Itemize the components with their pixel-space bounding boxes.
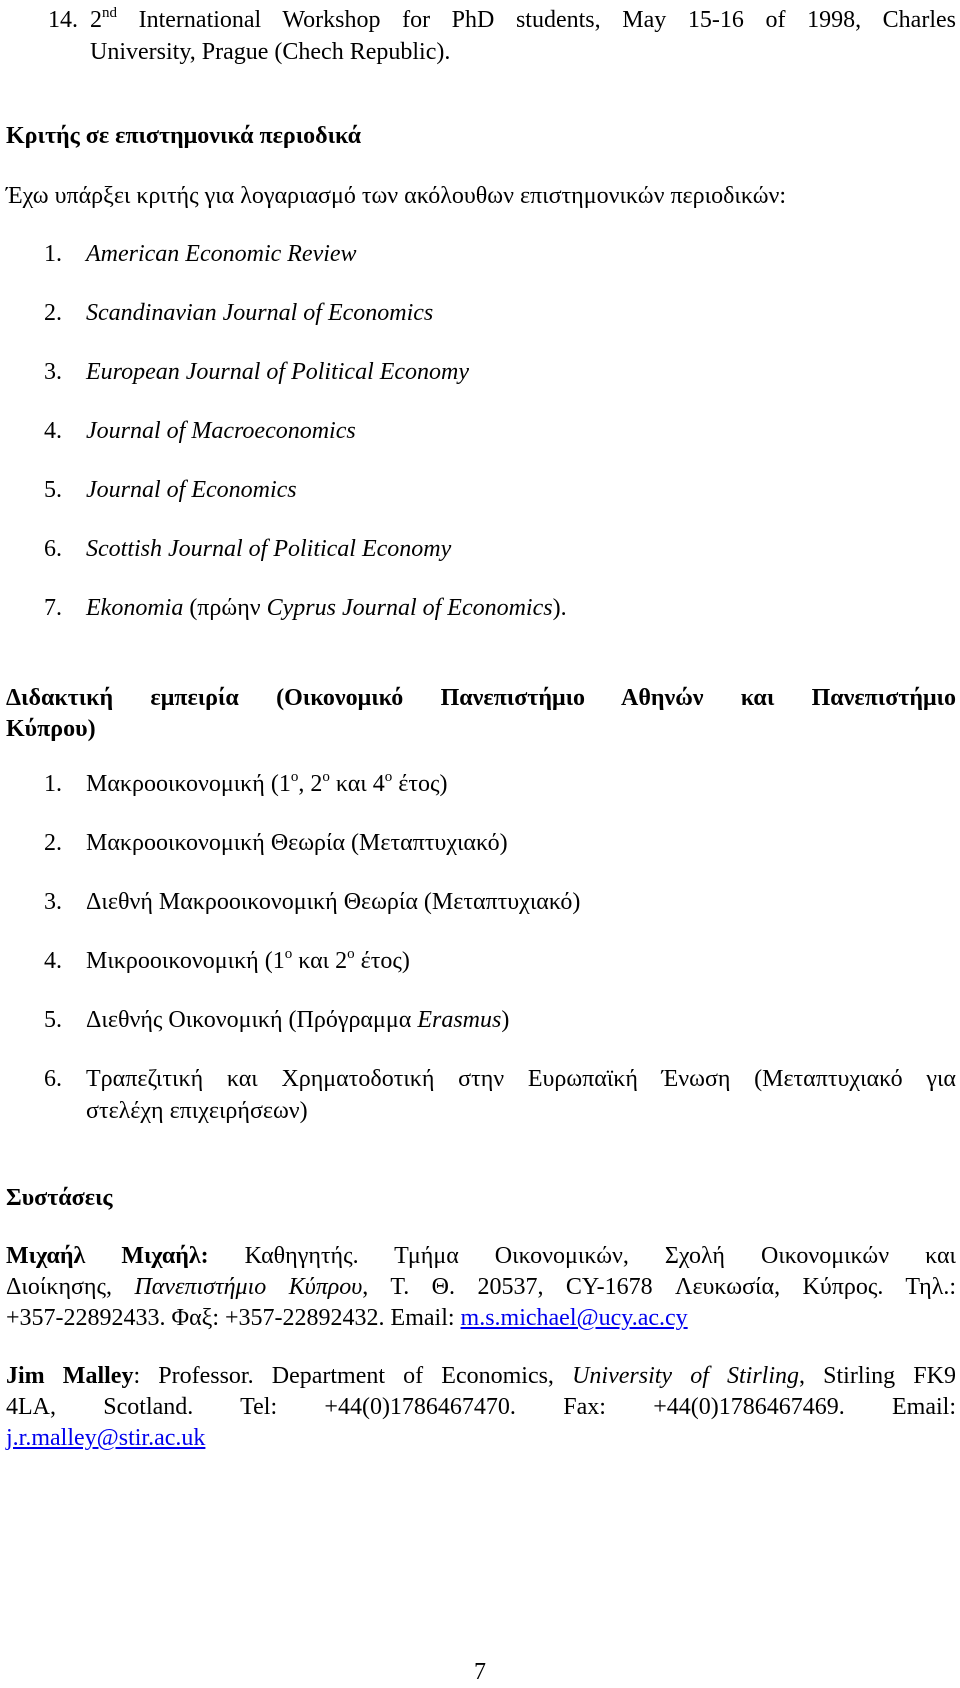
journal-item-3: 3. European Journal of Political Economy [44, 356, 956, 388]
reference-2-line2: 4LA, Scotland. Tel: +44(0)1786467470. Fax: +44(0)1786467469. Email: [6, 1394, 956, 1420]
journal-title: Ekonomia (πρώην Cyprus Journal of Economics). [86, 595, 567, 621]
reference-2-email-link[interactable]: j.r.malley@stir.ac.uk [6, 1425, 206, 1451]
reference-1-line2: Διοίκησης, Πανεπιστήμιο Κύπρου, Τ. Θ. 20537, CY-1678 Λευκωσία, Κύπρος. Τηλ.: [6, 1274, 957, 1300]
teaching-item-2: 2. Μακροοικονομική Θεωρία (Μεταπτυχιακό) [44, 830, 508, 856]
reference-2-line1: Jim Malley: Professor. Department of Economics, University of Stirling, Stirling FK9 [6, 1363, 956, 1389]
teaching-heading-cont: Κύπρου) [6, 716, 96, 742]
journal-item-4: 4. Journal of Macroeconomics [44, 415, 956, 447]
workshop-item-line1 [48, 4, 956, 36]
referee-intro: Έχω υπάρξει κριτής για λογαριασμό των ακόλουθων επιστημονικών περιοδικών: [6, 183, 787, 209]
referee-heading: Κριτής σε επιστημονικά περιοδικά [6, 123, 362, 149]
journal-title: European Journal of Political Economy [86, 359, 470, 385]
journal-item-7: 7. Ekonomia (πρώην Cyprus Journal of Economics). [44, 592, 956, 624]
teaching-item-5: 5. Διεθνής Οικονομική (Πρόγραμμα Erasmus) [44, 1007, 510, 1033]
journal-title: American Economic Review [86, 241, 357, 267]
journal-title: Journal of Macroeconomics [86, 418, 356, 444]
journal-item-2: 2. Scandinavian Journal of Economics [44, 297, 956, 329]
workshop-item-number: 14. [48, 7, 78, 33]
journal-item-6: 6. Scottish Journal of Political Economy [44, 533, 956, 565]
teaching-item-1: 1. Μακροοικονομική ($1^o$, $2^o$ και $4^o$ έτος) [44, 769, 448, 797]
teaching-item-6: 6. Τραπεζιτική και Χρηματοδοτική στην Ευρωπαϊκή Ένωση (Μεταπτυχιακό για [44, 1066, 956, 1092]
workshop-item-text: 2nd International Workshop for PhD students, May 15-16 of 1998, Charles [90, 5, 956, 33]
reference-1-line3: +357-22892433. Φαξ: +357-22892432. Email: m.s.michael@ucy.ac.cy [6, 1305, 688, 1331]
teaching-heading: Διδακτική εμπειρία (Οικονομικό Πανεπιστήμιο Αθηνών και Πανεπιστήμιο [6, 685, 956, 711]
reference-1-line1: Μιχαήλ Μιχαήλ: Καθηγητής. Τμήμα Οικονομικών, Σχολή Οικονομικών και [6, 1243, 956, 1269]
page-number: 7 [474, 1659, 486, 1685]
teaching-item-3: 3. Διεθνή Μακροοικονομική Θεωρία (Μεταπτυχιακό) [44, 889, 581, 915]
teaching-item-4: 4. Μικροοικονομική ($1^o$ και $2^o$ έτος) [44, 946, 410, 974]
journal-item-1: 1. American Economic Review [44, 238, 956, 270]
reference-1-email-link[interactable]: m.s.michael@ucy.ac.cy [460, 1305, 688, 1331]
references-heading: Συστάσεις [6, 1185, 113, 1211]
reference-2-line3 [6, 1422, 956, 1454]
journal-title: Scandinavian Journal of Economics [86, 300, 434, 326]
workshop-item-line2: University, Prague (Chech Republic). [90, 39, 451, 65]
teaching-item-6-cont: στελέχη επιχειρήσεων) [86, 1098, 308, 1124]
journal-title: Scottish Journal of Political Economy [86, 536, 452, 562]
journal-title: Journal of Economics [86, 477, 297, 503]
journal-item-5: 5. Journal of Economics [44, 474, 956, 506]
